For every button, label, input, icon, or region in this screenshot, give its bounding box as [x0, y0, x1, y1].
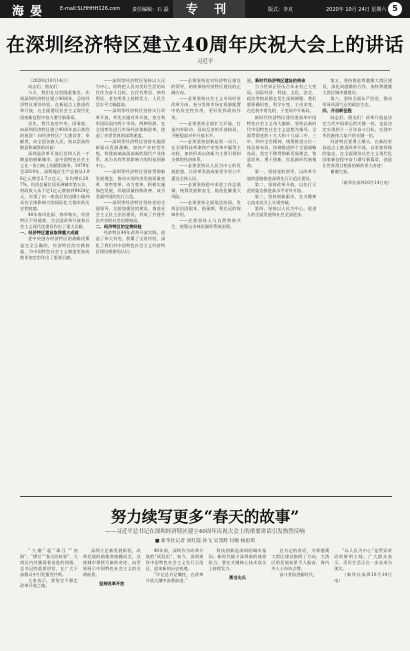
paragraph: 经济特区要勇立潮头，在新的更高起点上推进改革开放，以更加昂扬的姿态，在全面建设社会主义现代化国家新征程中奋力谱写新篇章，创造让世界刮目相看的新的更大奇迹！ [322, 138, 392, 169]
newspaper-logo: 海 晏 [12, 4, 44, 18]
section-subheading: 勇当尖兵 [229, 574, 246, 580]
speech-headline: 在深圳经济特区建立40周年庆祝大会上的讲话 [6, 34, 404, 56]
paragraph: ——必须坚持以人民为中心的发展思想，让改革发展成果更多更公平惠及全体人民。 [171, 163, 241, 181]
paragraph: ——深圳等经济特区坚持实施创新驱动发展战略，加快产业转型升级，构建高端高质高新的现代产业体系，成为具有世界影响力的科技创新中心。 [95, 138, 166, 169]
masthead-editor: 责任编辑：石 磊 [132, 7, 169, 13]
commentary-subhead: ——习近平总书记在深圳经济特区建立40周年庆祝大会上的重要讲话引发热烈反响 [105, 529, 305, 535]
paragraph: 第六，坚持全面从严治党，推动形成风清气正的政治生态。 [322, 96, 392, 108]
paragraph: 科技创新是深圳的城市基因。新时代赋予深圳新的使命担当，要在关键核心技术攻关上持续发力。 [208, 548, 267, 571]
paragraph: 当今世界正经历百年未有之大变局，国际经济、科技、文化、安全、政治等格局都在发生深刻调整。我们要准确识变、科学应变、主动求变，在危机中育先机、于变局中开新局。 [246, 84, 317, 114]
speech-body-columns [20, 78, 392, 492]
paragraph: 深圳是改革开放后党和人民一手缔造的崭新城市，是中国特色社会主义在一张白纸上的精彩演绎。1979年至2019年，深圳地区生产总值从1.96亿元增至2.7万亿元，年均增长20.7%，经济总量位居亚洲城市第五位，财政收入从不足1亿元增加到9424亿元，实现了由一座落后的边陲小镇到具有全球影响力的国际化大都市的历史性跨越。 [20, 151, 90, 211]
paragraph: 奋斗者奋进新时代。 [279, 571, 318, 577]
section-divider [20, 496, 392, 497]
paragraph: （2020年10月14日） [28, 78, 71, 83]
paragraph: 同志们，朋友们： [28, 84, 62, 90]
paragraph: 40年前，深圳作为改革开放的“试验田”。如今，深圳建设中国特色社会主义先行示范区，迎来新的历史机遇。 [145, 548, 204, 571]
section-subheading: 一、经济特区建设取得重大成就 [20, 230, 79, 236]
section-subheading: 坚持改革开放 [99, 580, 125, 586]
text-column [247, 78, 317, 492]
paragraph: “大潮”起“珠江”“南海”，“谱写”“春天的故事”，大湾区内外激荡着奋进的热情。总书记的重要讲话，在广大干部群众中引发强烈共鸣。 [20, 548, 78, 577]
paragraph: 深圳立足新发展阶段，改革发展的新使命接踵而至。这座城市将续写新的奇迹，向世界展示中国特色社会主义的光明前景。 [82, 548, 141, 577]
paragraph: ——必须坚持全面扩大开放，打造内外联动、双向互济的开放格局，不断提高对外开放水平。 [171, 120, 241, 138]
text-column [271, 548, 329, 648]
page-number-badge: 5 [388, 2, 402, 16]
paragraph: ——必须坚持人与自然和谐共生，统筹山水林田湖草系统治理。 [171, 218, 241, 230]
text-column [83, 548, 141, 648]
paragraph: ——必须坚持全面依法治国，发挥法治固根本、稳预期、利长远的保障作用。 [171, 199, 241, 218]
paragraph: 大家表示，要坚定不移走改革开放之路。 [20, 577, 78, 589]
section-subheading: 二、经济特区的宝贵经验 [95, 224, 142, 230]
speech-byline: 习近平 [196, 59, 214, 65]
text-column [20, 78, 90, 492]
section-subheading: 三、新时代经济特区建设的使命 [246, 78, 306, 83]
paragraph: ——深圳等经济特区坚持党的全面领导，全面加强党的建设，推进社会主义民主法治建设，形成了共建共治共享的社会治理格局。 [95, 199, 166, 224]
text-column [20, 548, 78, 648]
paragraph: “以人民为中心”是贯穿讲话的鲜明主线。广大群众表示，美好生活正在一步步成为现实。 [334, 548, 392, 571]
paragraph: （新华社深圳10月14日电） [334, 571, 392, 583]
paragraph: 同志们、朋友们！改革开放是决定当代中国命运的关键一招，也是决定实现两个一百年奋斗目标、实现中华民族伟大复兴的关键一招。 [322, 114, 392, 138]
masthead-date: 2020年 10月 24日 星期六 [326, 7, 387, 13]
paragraph: 首先，我代表党中央、国务院，向深圳经济特区建立40周年表示热烈的祝贺！向经济特区广大建设者、奉献者，向全国各族人民，致以崇高的敬意和诚挚的问候！ [20, 120, 90, 151]
text-column [208, 548, 266, 648]
masthead-email: E-mail:SLHHHH126.com [60, 6, 121, 12]
paragraph: 第一，坚持党的领导，以改革开放的思路推进深圳先行示范区建设。 [246, 169, 317, 181]
paragraph: 第五，坚持推进粤港澳大湾区建设，深化同港澳的合作，加快粤港澳大湾区城市群建设。 [322, 78, 392, 96]
paragraph: 党中央创办经济特区的战略决策是完全正确的。经济特区的实践探索，为中国特色社会主义制度更加成熟更加定型作出了重要贡献。 [20, 236, 90, 260]
paragraph: ——深圳等经济特区坚持以人民为中心，始终把人民对美好生活的向往作为奋斗目标，在住有所居、病有所医、老有所养上持续发力，人民生活水平大幅提高。 [95, 78, 166, 108]
paragraph: （新华社深圳10月14日电） [339, 179, 392, 185]
paragraph: 新时代经济特区建设要高举中国特色社会主义伟大旗帜，坚持以新时代中国特色社会主义思想为指导，全面贯彻党的十九大和十九届二中、三中、四中全会精神，统筹推进五位一体总体布局，协调推进四个全面战略布局，坚定不移贯彻新发展理念，锐意改革，勇于创新，扛起新时代新使命。 [246, 114, 317, 169]
paragraph: ——必须坚持创新是第一动力，在全球科技革命和产业变革中赢得主动权，加快形成以创新为主要引领和支撑的经济体系。 [171, 138, 241, 163]
commentary-byline: ■ 新华社记者 刘红霞 孙飞 吴茂辉 付敏 杨思琪 [154, 539, 256, 544]
paragraph: ——必须坚持党对经济特区建设的领导，始终保持经济特区建设的正确方向。 [171, 78, 241, 96]
text-column [322, 78, 392, 492]
paragraph: 经济特区40年改革开放实践，创造了伟大奇迹，积累了宝贵经验，深化了我们对中国特色社会主义经济特区建设规律的认识。 [95, 230, 166, 254]
commentary-body-columns [20, 548, 392, 648]
section-title: 专 刊 [173, 0, 245, 18]
paragraph: ——深圳等经济特区坚持实行改革开放，率先实施对外开放，充分利用国际国内两个市场、两种资源，在全国率先进行市场经济体制改革，创造了享誉世界的深圳速度。 [95, 108, 166, 138]
text-column [146, 548, 204, 648]
paragraph: 今天，我们在这里隆重集会，庆祝深圳经济特区建立40周年，总结经济特区建设经验，在新起点上推进改革开放，在全面建设社会主义现代化国家新征程中奋力谱写新篇章。 [20, 90, 90, 120]
masthead-bar [0, 0, 410, 18]
masthead-designer: 版式：李克 [268, 7, 294, 13]
paragraph: ——必须坚持社会主义市场经济改革方向，充分发挥市场在资源配置中的决定性作用，更好发挥政府作用。 [171, 96, 241, 120]
paragraph: 40年春风化雨、春华秋实，经济特区不辱使命，为全国改革开放和社会主义现代化建设作出了重大贡献。 [20, 212, 90, 230]
commentary-headline: 努力续写更多“春天的故事” [110, 507, 300, 526]
text-column [96, 78, 166, 492]
paragraph: ——必须坚持稳中求进工作总基调，统筹发展和安全，防范化解重大风险。 [171, 181, 241, 199]
section-subheading: 四、开启新征程 [322, 108, 352, 114]
paragraph: 第三，坚持创新驱动，在关键核心技术攻关上实现突破。 [246, 193, 317, 205]
paragraph: 第二，坚持改革开放，以先行示范的姿态推进高水平对外开放。 [246, 181, 317, 193]
paragraph: ——深圳等经济特区坚持贯彻新发展理念，推动实现经济发展质量变革、效率变革、动力变革，积极实施绿色发展，环境质量持续改善，成为美丽中国的先行示范。 [95, 169, 166, 199]
text-column [334, 548, 392, 648]
paragraph: 第四，坚持以人民为中心，促进人的全面发展和社会全面进步。 [246, 205, 317, 218]
text-column [171, 78, 241, 492]
paragraph: 总书记的讲话，为粤港澳大湾区建设指明了方向，大湾区的发展前景令人振奋，海内外人士纷纷点赞。 [271, 548, 330, 571]
paragraph: 谢谢大家。 [330, 169, 352, 175]
headline-rule [20, 70, 390, 71]
paragraph: “牢记总书记嘱托，在改革开放大潮中奋勇前进。” [145, 571, 204, 583]
